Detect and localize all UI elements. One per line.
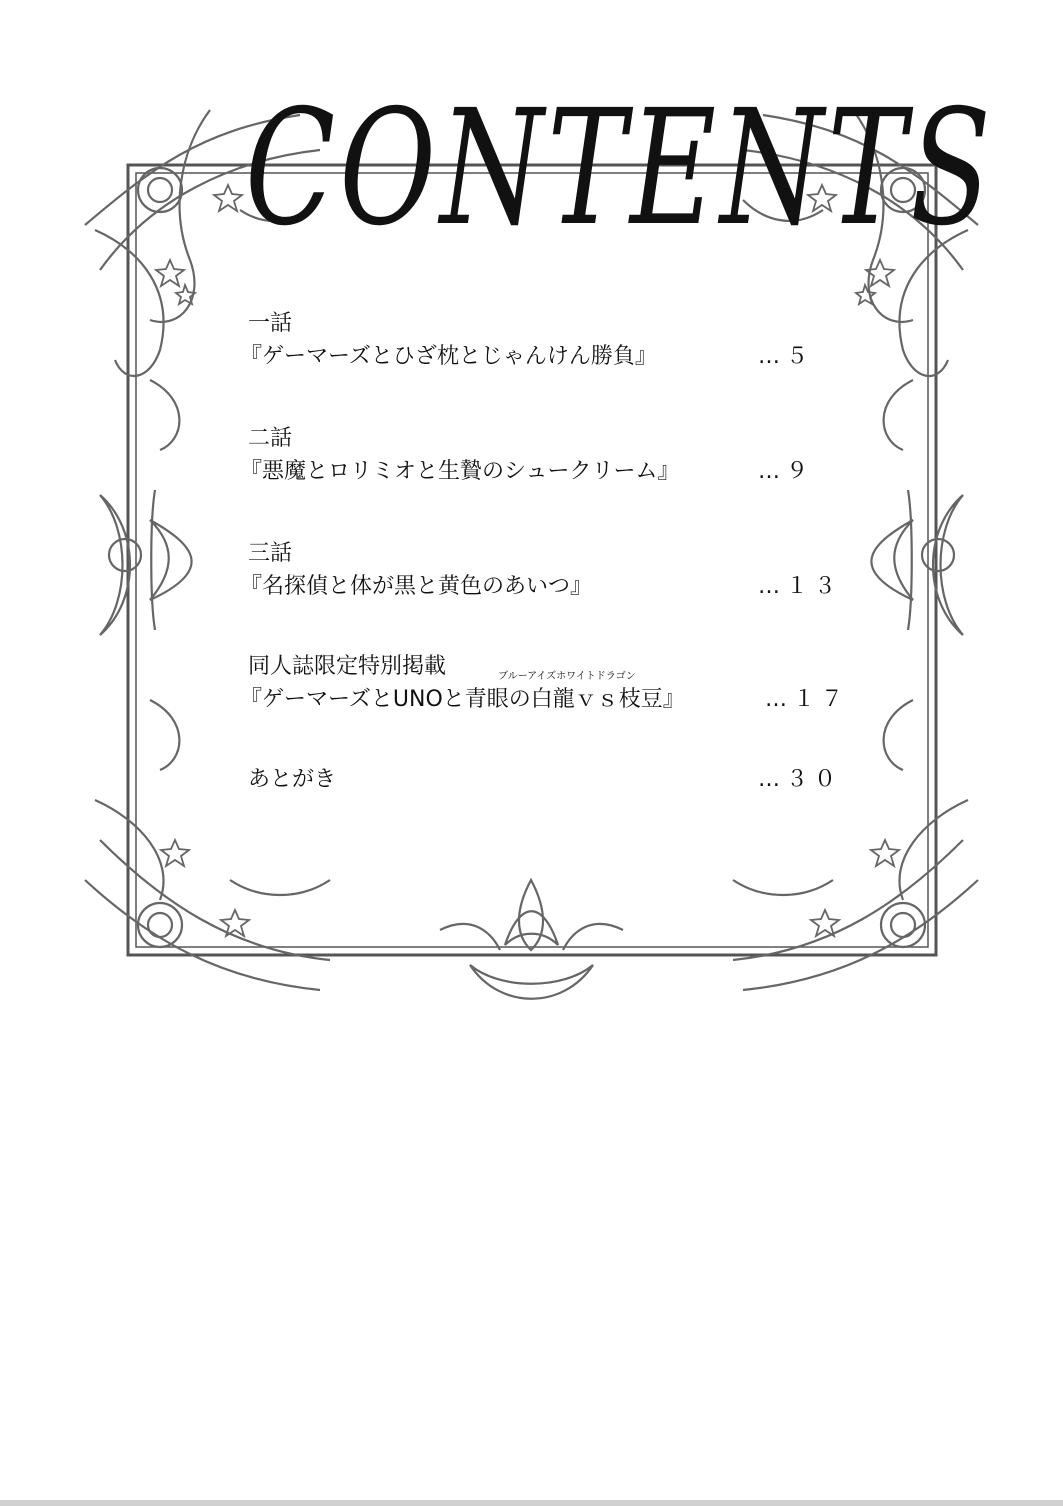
- chapter-label: 二話: [248, 426, 293, 451]
- chapter-title: 『ゲーマーズとUNOと青眼の白龍ｖｓ枝豆』: [240, 687, 685, 712]
- chapter-title: 『悪魔とロリミオと生贄のシュークリーム』: [240, 459, 680, 484]
- page-number: …９: [758, 459, 815, 484]
- page-number: …１７: [765, 687, 850, 712]
- chapter-label: あとがき: [248, 767, 337, 792]
- chapter-title: 『ゲーマーズとひざ枕とじゃんけん勝負』: [240, 344, 657, 369]
- page-bottom-edge: [0, 1500, 1063, 1506]
- toc-entry-2: [240, 423, 848, 489]
- chapter-label: 一話: [248, 311, 293, 336]
- page-number: …５: [758, 344, 815, 369]
- page-number: …１３: [758, 574, 843, 599]
- page-number: …３０: [758, 767, 843, 792]
- toc-entry-3: [240, 538, 848, 604]
- toc-entry-5: [248, 763, 848, 797]
- page-heading: CONTENTS: [245, 74, 995, 261]
- chapter-title: 『名探偵と体が黒と黄色のあいつ』: [240, 574, 593, 599]
- ruby-annotation: ブルーアイズホワイトドラゴン: [498, 671, 636, 682]
- toc-entry-1: [240, 308, 848, 374]
- toc-entry-4: [240, 651, 850, 717]
- chapter-label: 同人誌限定特別掲載: [248, 654, 447, 679]
- chapter-label: 三話: [248, 541, 293, 566]
